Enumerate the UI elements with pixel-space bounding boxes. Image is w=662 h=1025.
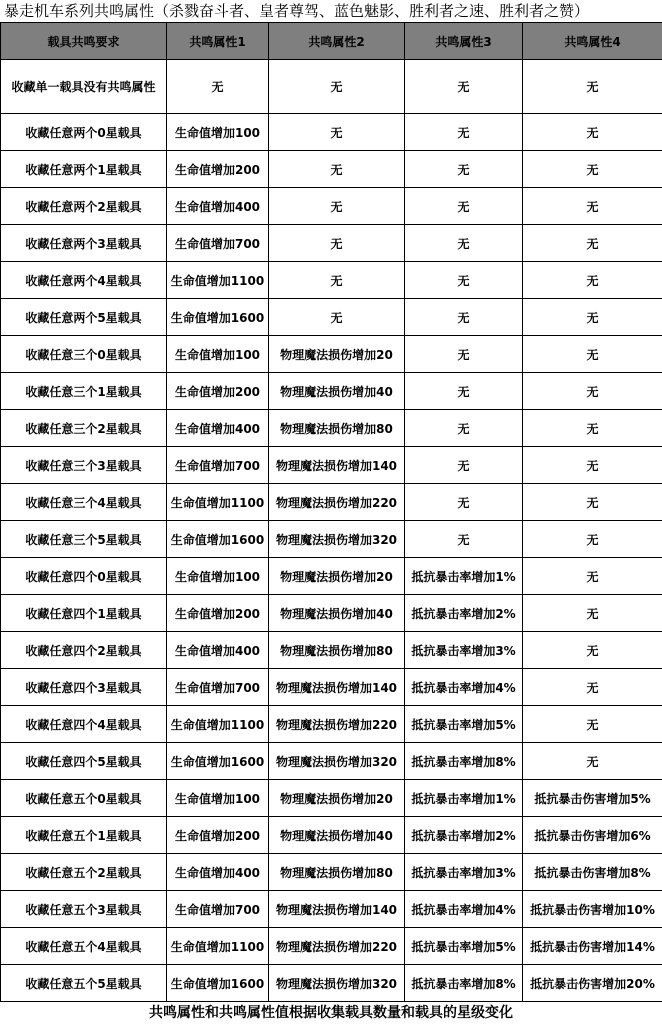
attr-1-cell: 生命值增加700 <box>167 891 269 928</box>
attr-3-cell: 无 <box>405 60 523 114</box>
requirement-cell: 收藏任意五个5星载具 <box>1 965 167 1002</box>
table-row <box>1 632 662 669</box>
attr-2-cell: 物理魔法损伤增加220 <box>269 928 405 965</box>
attr-4-cell: 抵抗暴击伤害增加14% <box>523 928 662 965</box>
attr-2-cell: 物理魔法损伤增加80 <box>269 632 405 669</box>
attr-1-cell: 生命值增加1100 <box>167 262 269 299</box>
table-row <box>1 706 662 743</box>
attr-3-cell: 抵抗暴击率增加1% <box>405 558 523 595</box>
requirement-cell: 收藏任意四个1星载具 <box>1 595 167 632</box>
attr-2-cell: 物理魔法损伤增加140 <box>269 891 405 928</box>
attr-4-cell: 抵抗暴击伤害增加8% <box>523 854 662 891</box>
table-row <box>1 854 662 891</box>
attr-4-cell: 无 <box>523 188 662 225</box>
attr-4-cell: 无 <box>523 60 662 114</box>
sheet-title: 暴走机车系列共鸣属性（杀戮奋斗者、皇者尊驾、蓝色魅影、胜利者之速、胜利者之赞） <box>4 2 590 20</box>
attr-1-cell: 生命值增加400 <box>167 188 269 225</box>
attr-2-cell: 物理魔法损伤增加220 <box>269 706 405 743</box>
attr-4-cell: 抵抗暴击伤害增加20% <box>523 965 662 1002</box>
attr-3-cell: 抵抗暴击率增加5% <box>405 928 523 965</box>
attr-3-cell: 抵抗暴击率增加4% <box>405 891 523 928</box>
footer-note: 共鸣属性和共鸣属性值根据收集载具数量和载具的星级变化 <box>149 1005 513 1021</box>
table-row <box>1 743 662 780</box>
table-row <box>1 669 662 706</box>
attr-3-cell: 抵抗暴击率增加3% <box>405 632 523 669</box>
requirement-cell: 收藏任意五个0星载具 <box>1 780 167 817</box>
attr-4-cell: 无 <box>523 299 662 336</box>
table-row <box>1 780 662 817</box>
attr-2-cell: 物理魔法损伤增加40 <box>269 595 405 632</box>
attr-1-cell: 生命值增加1600 <box>167 743 269 780</box>
attr-1-cell: 生命值增加400 <box>167 632 269 669</box>
table-row <box>1 891 662 928</box>
header-attr-1: 共鸣属性1 <box>167 23 269 60</box>
attr-2-cell: 无 <box>269 188 405 225</box>
header-attr-3: 共鸣属性3 <box>405 23 523 60</box>
attr-1-cell: 生命值增加100 <box>167 336 269 373</box>
resonance-table <box>0 22 662 1002</box>
attr-4-cell: 无 <box>523 336 662 373</box>
table-row <box>1 336 662 373</box>
attr-4-cell: 无 <box>523 706 662 743</box>
attr-2-cell: 物理魔法损伤增加20 <box>269 780 405 817</box>
attr-4-cell: 无 <box>523 373 662 410</box>
attr-3-cell: 抵抗暴击率增加2% <box>405 817 523 854</box>
header-requirement: 载具共鸣要求 <box>1 23 167 60</box>
attr-3-cell: 无 <box>405 373 523 410</box>
table-row <box>1 484 662 521</box>
attr-2-cell: 无 <box>269 151 405 188</box>
attr-4-cell: 无 <box>523 225 662 262</box>
attr-2-cell: 物理魔法损伤增加20 <box>269 558 405 595</box>
attr-1-cell: 生命值增加200 <box>167 817 269 854</box>
attr-4-cell: 无 <box>523 632 662 669</box>
header-attr-4: 共鸣属性4 <box>523 23 662 60</box>
requirement-cell: 收藏任意三个1星载具 <box>1 373 167 410</box>
attr-1-cell: 生命值增加200 <box>167 373 269 410</box>
attr-1-cell: 生命值增加700 <box>167 669 269 706</box>
attr-3-cell: 无 <box>405 188 523 225</box>
attr-2-cell: 无 <box>269 299 405 336</box>
table-row <box>1 188 662 225</box>
attr-2-cell: 物理魔法损伤增加320 <box>269 743 405 780</box>
attr-3-cell: 抵抗暴击率增加5% <box>405 706 523 743</box>
requirement-cell: 收藏任意三个4星载具 <box>1 484 167 521</box>
attr-2-cell: 物理魔法损伤增加80 <box>269 854 405 891</box>
attr-2-cell: 物理魔法损伤增加320 <box>269 521 405 558</box>
table-row <box>1 447 662 484</box>
requirement-cell: 收藏任意两个4星载具 <box>1 262 167 299</box>
requirement-cell: 收藏任意五个1星载具 <box>1 817 167 854</box>
attr-1-cell: 生命值增加100 <box>167 780 269 817</box>
table-row <box>1 114 662 151</box>
attr-1-cell: 生命值增加1100 <box>167 928 269 965</box>
table-header <box>1 23 662 60</box>
attr-1-cell: 生命值增加1600 <box>167 965 269 1002</box>
attr-1-cell: 生命值增加200 <box>167 595 269 632</box>
attr-4-cell: 无 <box>523 262 662 299</box>
attr-2-cell: 物理魔法损伤增加40 <box>269 817 405 854</box>
attr-2-cell: 物理魔法损伤增加220 <box>269 484 405 521</box>
table-row <box>1 928 662 965</box>
requirement-cell: 收藏任意四个0星载具 <box>1 558 167 595</box>
attr-1-cell: 生命值增加400 <box>167 410 269 447</box>
requirement-cell: 收藏任意五个3星载具 <box>1 891 167 928</box>
attr-1-cell: 生命值增加700 <box>167 225 269 262</box>
attr-4-cell: 无 <box>523 743 662 780</box>
attr-2-cell: 无 <box>269 60 405 114</box>
table-row <box>1 151 662 188</box>
attr-2-cell: 无 <box>269 262 405 299</box>
attr-3-cell: 无 <box>405 447 523 484</box>
attr-4-cell: 抵抗暴击伤害增加6% <box>523 817 662 854</box>
attr-2-cell: 物理魔法损伤增加40 <box>269 373 405 410</box>
attr-4-cell: 无 <box>523 484 662 521</box>
requirement-cell: 收藏任意四个4星载具 <box>1 706 167 743</box>
attr-2-cell: 物理魔法损伤增加80 <box>269 410 405 447</box>
attr-3-cell: 无 <box>405 484 523 521</box>
requirement-cell: 收藏任意四个3星载具 <box>1 669 167 706</box>
table-row <box>1 817 662 854</box>
attr-1-cell: 生命值增加200 <box>167 151 269 188</box>
attr-4-cell: 无 <box>523 114 662 151</box>
attr-3-cell: 抵抗暴击率增加1% <box>405 780 523 817</box>
attr-2-cell: 物理魔法损伤增加140 <box>269 447 405 484</box>
table-row <box>1 410 662 447</box>
attr-4-cell: 无 <box>523 595 662 632</box>
table-row <box>1 262 662 299</box>
requirement-cell: 收藏任意两个0星载具 <box>1 114 167 151</box>
attr-3-cell: 抵抗暴击率增加4% <box>405 669 523 706</box>
requirement-cell: 收藏任意三个0星载具 <box>1 336 167 373</box>
requirement-cell: 收藏任意三个5星载具 <box>1 521 167 558</box>
attr-2-cell: 无 <box>269 225 405 262</box>
attr-3-cell: 抵抗暴击率增加2% <box>405 595 523 632</box>
attr-1-cell: 生命值增加100 <box>167 114 269 151</box>
table-row <box>1 60 662 114</box>
requirement-cell: 收藏任意五个4星载具 <box>1 928 167 965</box>
attr-1-cell: 无 <box>167 60 269 114</box>
requirement-cell: 收藏任意两个5星载具 <box>1 299 167 336</box>
attr-2-cell: 物理魔法损伤增加320 <box>269 965 405 1002</box>
attr-1-cell: 生命值增加1100 <box>167 706 269 743</box>
attr-1-cell: 生命值增加400 <box>167 854 269 891</box>
attr-1-cell: 生命值增加1600 <box>167 299 269 336</box>
requirement-cell: 收藏任意两个3星载具 <box>1 225 167 262</box>
attr-3-cell: 无 <box>405 410 523 447</box>
attr-4-cell: 无 <box>523 558 662 595</box>
requirement-cell: 收藏任意三个2星载具 <box>1 410 167 447</box>
attr-4-cell: 无 <box>523 521 662 558</box>
attr-3-cell: 无 <box>405 299 523 336</box>
attr-4-cell: 无 <box>523 669 662 706</box>
attr-3-cell: 抵抗暴击率增加3% <box>405 854 523 891</box>
table-row <box>1 225 662 262</box>
attr-4-cell: 抵抗暴击伤害增加5% <box>523 780 662 817</box>
attr-4-cell: 无 <box>523 447 662 484</box>
attr-1-cell: 生命值增加700 <box>167 447 269 484</box>
table-row <box>1 965 662 1002</box>
table-row <box>1 299 662 336</box>
table-row <box>1 595 662 632</box>
requirement-cell: 收藏任意三个3星载具 <box>1 447 167 484</box>
attr-4-cell: 无 <box>523 410 662 447</box>
attr-2-cell: 物理魔法损伤增加20 <box>269 336 405 373</box>
requirement-cell: 收藏任意五个2星载具 <box>1 854 167 891</box>
header-attr-2: 共鸣属性2 <box>269 23 405 60</box>
attr-3-cell: 无 <box>405 521 523 558</box>
attr-2-cell: 无 <box>269 114 405 151</box>
requirement-cell: 收藏任意两个2星载具 <box>1 188 167 225</box>
requirement-cell: 收藏单一载具没有共鸣属性 <box>1 60 167 114</box>
attr-1-cell: 生命值增加100 <box>167 558 269 595</box>
attr-1-cell: 生命值增加1100 <box>167 484 269 521</box>
attr-3-cell: 无 <box>405 225 523 262</box>
table-body <box>1 60 662 1002</box>
attr-3-cell: 抵抗暴击率增加8% <box>405 965 523 1002</box>
attr-1-cell: 生命值增加1600 <box>167 521 269 558</box>
attr-4-cell: 抵抗暴击伤害增加10% <box>523 891 662 928</box>
attr-4-cell: 无 <box>523 151 662 188</box>
header-row <box>1 23 662 60</box>
attr-3-cell: 无 <box>405 336 523 373</box>
attr-3-cell: 无 <box>405 114 523 151</box>
table-row <box>1 373 662 410</box>
requirement-cell: 收藏任意四个2星载具 <box>1 632 167 669</box>
requirement-cell: 收藏任意两个1星载具 <box>1 151 167 188</box>
attr-2-cell: 物理魔法损伤增加140 <box>269 669 405 706</box>
requirement-cell: 收藏任意四个5星载具 <box>1 743 167 780</box>
attr-3-cell: 抵抗暴击率增加8% <box>405 743 523 780</box>
table-row <box>1 558 662 595</box>
attr-3-cell: 无 <box>405 262 523 299</box>
attr-3-cell: 无 <box>405 151 523 188</box>
table-row <box>1 521 662 558</box>
